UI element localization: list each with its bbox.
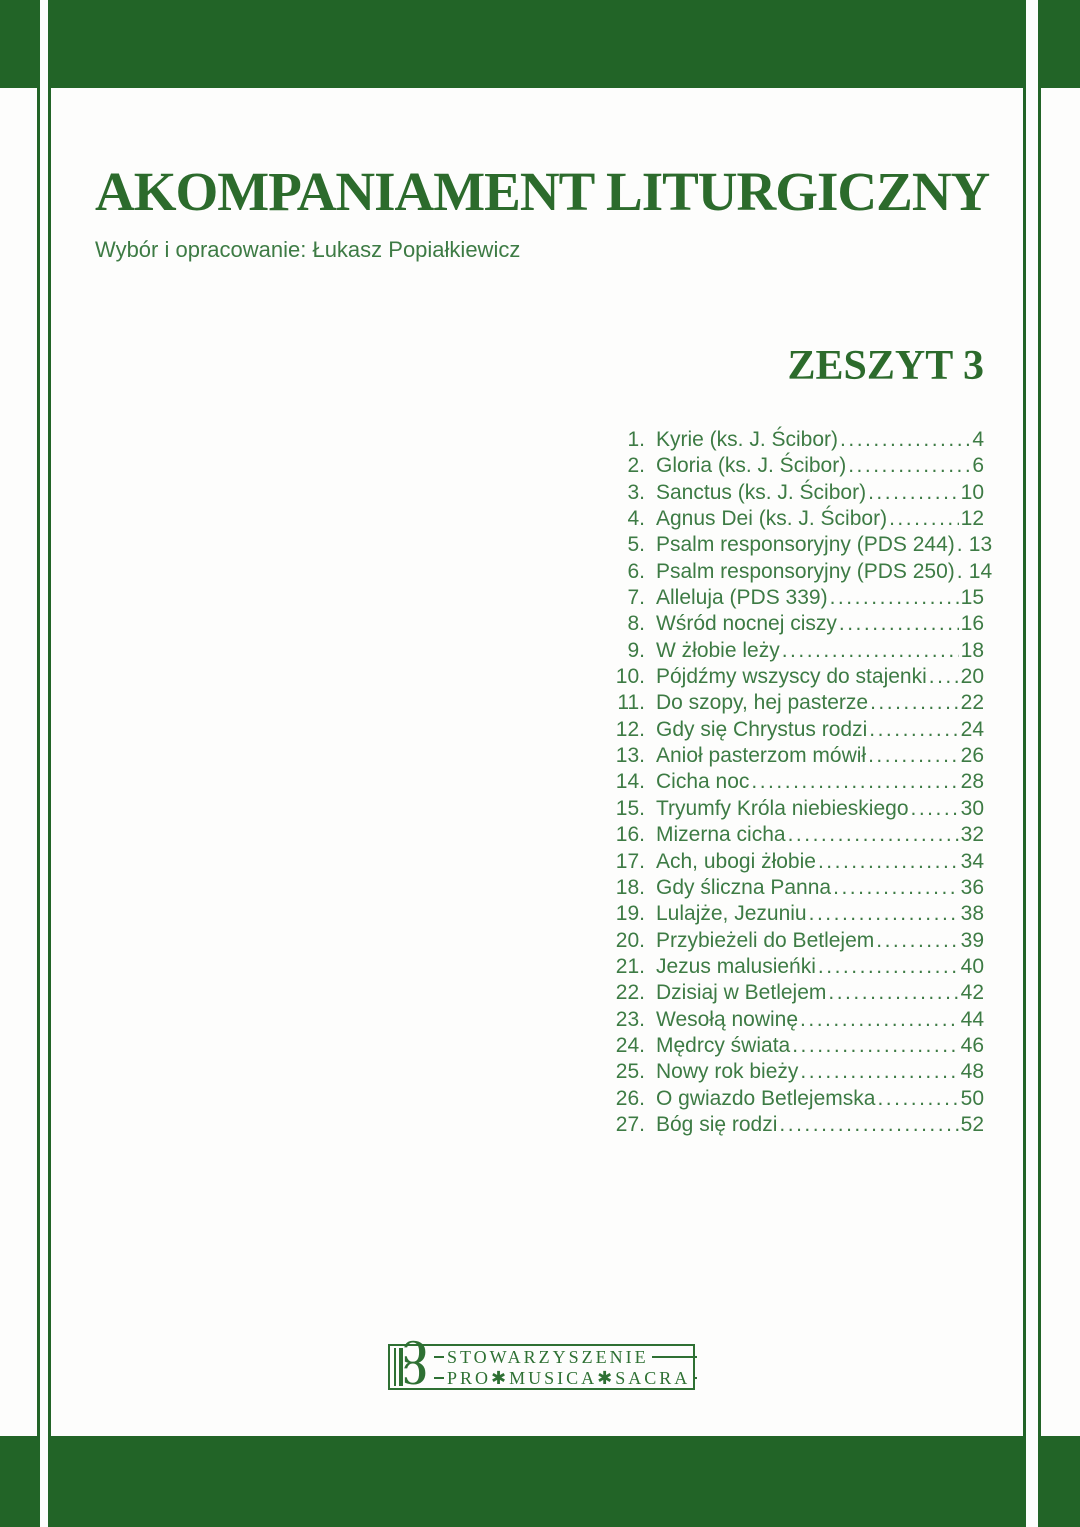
toc-item [612,427,984,453]
toc-item-leader [929,664,959,690]
logo-line1: STOWARZYSZENIE [447,1346,649,1367]
toc-item-leader [869,717,958,743]
toc-item-label: Jezus malusieńki [656,954,816,978]
logo-text-rows [434,1346,697,1388]
toc-item [612,638,984,664]
toc-item [612,743,984,769]
toc-item-leader [839,611,959,637]
toc-item-page: 15 [960,586,984,610]
toc-item-leader [870,690,959,716]
toc-item-leader [809,901,959,927]
toc-item-number: 5. [627,533,645,557]
toc-item [612,849,984,875]
toc-item-number: 1. [627,428,645,451]
toc-item-leader [782,638,959,664]
toc-item-number: 15. [615,796,645,820]
toc-item-leader [792,1033,958,1059]
toc-item-leader [848,453,970,479]
toc-item-label: Mędrcy świata [656,1033,791,1057]
toc-item-number: 20. [615,928,645,952]
toc-item-page: 12 [960,507,984,531]
page-title: AKOMPANIAMENT LITURGICZNY [95,161,990,222]
toc-item-page: 34 [960,849,984,873]
toc-item-label: Tryumfy Króla niebieskiego [656,796,909,820]
toc-item-page: 39 [960,928,984,952]
top-border-band [0,0,1080,88]
toc-item-leader [828,980,958,1006]
toc-item-leader [830,585,959,611]
toc-item-page: 46 [960,1033,984,1057]
toc-item-leader [833,875,959,901]
toc-item-number: 12. [615,717,645,741]
toc-item-number: 7. [627,586,645,610]
toc-item [612,717,984,743]
table-of-contents [612,427,993,1138]
toc-item [612,928,984,954]
toc-item-page: 38 [960,902,984,926]
clef-curls [403,1343,427,1385]
toc-item-leader [868,743,959,769]
logo-row-2 [434,1367,697,1388]
toc-item [612,611,984,637]
toc-item-label: Agnus Dei (ks. J. Ścibor) [656,507,888,531]
toc-item-number: 18. [615,875,645,899]
toc-item-number: 26. [615,1086,645,1110]
toc-item-page: 20 [960,665,984,689]
toc-item-leader [788,822,959,848]
toc-item-page: 22 [960,691,984,715]
toc-item-number: 27. [615,1112,645,1136]
toc-item-label: Mizerna cicha [656,823,786,847]
toc-item-leader [957,532,967,558]
toc-item-label: Wesołą nowinę [656,1007,799,1031]
toc-item-number: 6. [627,559,645,583]
toc-item-page: 14 [968,559,993,583]
toc-item [612,769,984,795]
toc-item-label: Lulajże, Jezuniu [656,902,807,926]
toc-item-number: 22. [615,981,645,1005]
toc-item-label: Sanctus (ks. J. Ścibor) [656,480,867,504]
toc-item-leader [818,849,959,875]
toc-item-page: 6 [972,454,984,478]
bottom-border-band [0,1436,1080,1527]
toc-item-number: 11. [617,691,645,715]
toc-item [612,690,984,716]
toc-item-leader [876,928,958,954]
toc-item [612,822,984,848]
toc-item-page: 26 [960,744,984,768]
toc-item [612,1007,984,1033]
toc-item-number: 24. [615,1033,645,1057]
toc-item-number: 14. [615,770,645,794]
toc-item [612,1059,984,1085]
toc-item-label: Przybieżeli do Betlejem [656,928,875,952]
staff-line-segment [434,1377,444,1379]
toc-item-number: 4. [627,507,645,531]
logo-line2: PRO✱MUSICA✱SACRA [447,1367,691,1388]
toc-item-label: Nowy rok bieży [656,1060,799,1084]
toc-item-page: 50 [960,1086,984,1110]
toc-item-leader [800,1007,959,1033]
toc-item-label: O gwiazdo Betlejemska [656,1086,876,1110]
toc-item-number: 8. [627,612,645,636]
logo-row-1 [434,1346,697,1367]
toc-item [612,1086,984,1112]
toc-item-leader [840,427,970,453]
toc-item [612,875,984,901]
toc-item-label: Alleluja (PDS 339) [656,586,828,610]
toc-item-label: W żłobie leży [656,638,780,662]
staff-line-segment [693,1377,697,1379]
toc-item-leader [779,1112,958,1138]
toc-item [612,664,984,690]
toc-item-page: 24 [960,717,984,741]
toc-item-label: Wśród nocnej ciszy [656,612,837,636]
clef-barline-thin [394,1348,396,1386]
toc-item-number: 3. [627,480,645,504]
toc-item [612,1033,984,1059]
toc-item-page: 10 [960,480,984,504]
toc-item-page: 44 [960,1007,984,1031]
toc-item-number: 17. [615,849,645,873]
toc-item-leader [911,796,959,822]
toc-item-page: 32 [960,823,984,847]
toc-item-number: 25. [615,1060,645,1084]
toc-item-number: 10. [615,665,645,689]
toc-item-number: 9. [627,638,645,662]
toc-item-label: Anioł pasterzom mówił [656,744,867,768]
toc-item [612,559,993,585]
toc-item-label: Gdy śliczna Panna [656,875,832,899]
toc-item-label: Kyrie (ks. J. Ścibor) [656,428,839,451]
toc-item-page: 13 [968,533,993,557]
toc-item [612,954,984,980]
toc-item [612,1112,984,1138]
toc-item-label: Bóg się rodzi [656,1112,778,1136]
toc-item-number: 2. [627,454,645,478]
toc-item-leader [957,559,967,585]
toc-item-number: 13. [615,744,645,768]
alto-clef-icon [390,1346,434,1388]
toc-item [612,585,984,611]
toc-item-number: 19. [615,902,645,926]
page-subtitle: Wybór i opracowanie: Łukasz Popiałkiewicz [95,237,521,262]
toc-item-leader [868,480,959,506]
toc-item-page: 18 [960,638,984,662]
toc-item [612,901,984,927]
toc-item-leader [889,506,959,532]
toc-item-page: 48 [960,1060,984,1084]
publisher-logo [388,1344,695,1390]
toc-item-label: Psalm responsoryjny (PDS 244) [656,533,955,557]
toc-item-page: 16 [960,612,984,636]
toc-item-number: 23. [615,1007,645,1031]
toc-item-page: 4 [972,428,984,451]
toc-item-label: Ach, ubogi żłobie [656,849,816,873]
toc-item-label: Dzisiaj w Betlejem [656,981,827,1005]
section-heading: ZESZYT 3 [787,343,984,389]
toc-item-number: 21. [615,954,645,978]
toc-item-leader [818,954,959,980]
toc-item [612,980,984,1006]
toc-item-page: 52 [960,1112,984,1136]
toc-item-page: 40 [960,954,984,978]
staff-line-segment [652,1356,698,1358]
right-double-rule [1023,0,1041,1527]
toc-item [612,453,984,479]
toc-item-page: 36 [960,875,984,899]
toc-item [612,796,984,822]
toc-item-label: Do szopy, hej pasterze [656,691,869,715]
toc-item-leader [877,1086,958,1112]
staff-line-segment [434,1356,444,1358]
toc-item-label: Gloria (ks. J. Ścibor) [656,454,847,478]
toc-item [612,480,984,506]
toc-item-page: 30 [960,796,984,820]
toc-item-label: Pójdźmy wszyscy do stajenki [656,665,927,689]
toc-item [612,532,993,558]
toc-item [612,506,984,532]
toc-item-leader [800,1059,958,1085]
toc-item-label: Gdy się Chrystus rodzi [656,717,868,741]
toc-item-leader [751,769,958,795]
toc-item-label: Cicha noc [656,770,750,794]
toc-item-label: Psalm responsoryjny (PDS 250) [656,559,955,583]
toc-item-page: 42 [960,981,984,1005]
toc-item-number: 16. [615,823,645,847]
toc-item-page: 28 [960,770,984,794]
left-double-rule [37,0,51,1527]
